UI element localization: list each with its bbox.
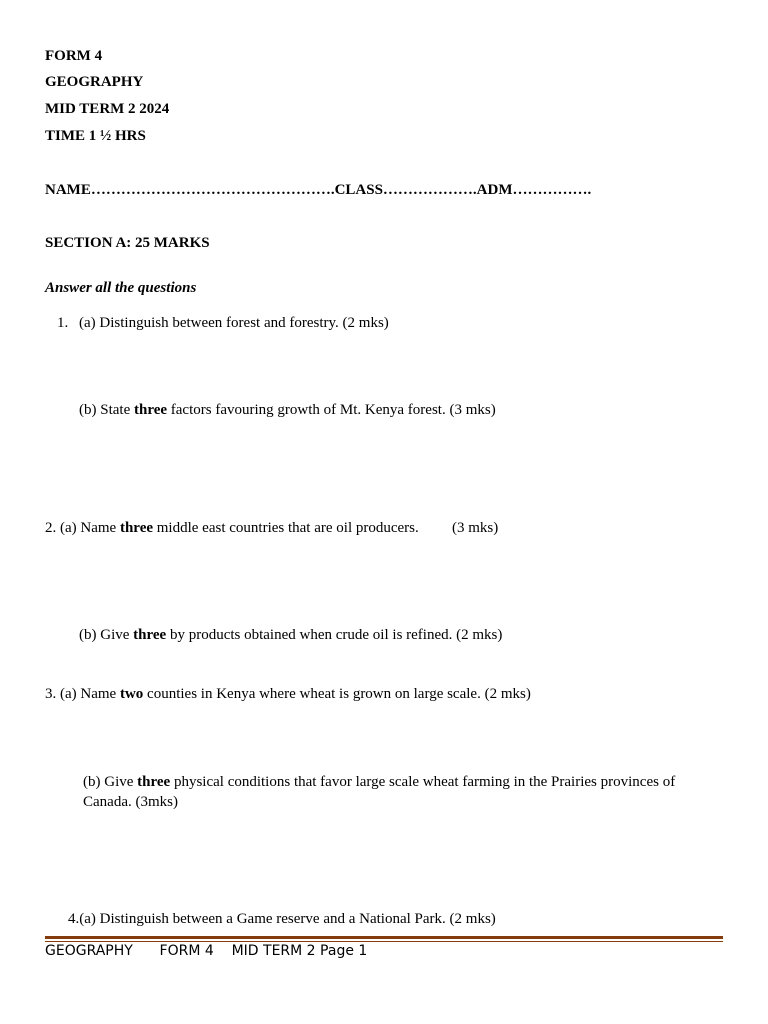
page-footer	[45, 942, 367, 960]
question-2a-text: 2. (a) Name	[45, 520, 120, 536]
section-instruction: Answer all the questions	[45, 280, 197, 296]
question-1b-text-rest: factors favouring growth of Mt. Kenya forest. (3 mks)	[167, 402, 496, 418]
question-2b-text: (b) Give	[79, 627, 134, 643]
time-label: TIME 1 ½ HRS	[45, 128, 146, 144]
question-3a	[45, 685, 531, 703]
question-2a-text-rest: middle east countries that are oil producers.	[153, 520, 419, 536]
question-2b-text-rest: by products obtained when crude oil is refined. (2 mks)	[166, 627, 503, 643]
question-2a	[45, 519, 419, 537]
question-1a: (a) Distinguish between forest and forestry. (2 mks)	[79, 315, 389, 331]
question-3a-text-rest: counties in Kenya where wheat is grown on large scale. (2 mks)	[143, 686, 531, 702]
question-4a: 4.(a) Distinguish between a Game reserve and a National Park. (2 mks)	[68, 911, 496, 927]
question-1b-text: (b) State	[79, 402, 134, 418]
question-1-number: 1.	[57, 315, 69, 331]
question-3a-emphasis: two	[119, 686, 144, 702]
question-1b-emphasis: three	[133, 402, 168, 418]
question-3b-text: (b) Give	[83, 774, 138, 790]
question-3a-text: 3. (a) Name	[45, 686, 120, 702]
exam-label: MID TERM 2 2024	[45, 101, 170, 117]
form-label: FORM 4	[45, 48, 103, 64]
footer-page-number: Page 1	[320, 943, 368, 959]
subject-label: GEOGRAPHY	[45, 74, 144, 90]
footer-exam: MID TERM 2	[231, 943, 316, 959]
question-3b-text-rest: physical conditions that favor large scale wheat farming in the Prairies provinces of Canada. (3mks)	[83, 774, 676, 810]
question-2a-marks: (3 mks)	[452, 520, 499, 536]
question-1b	[79, 401, 496, 419]
footer-subject: GEOGRAPHY	[45, 943, 133, 959]
question-2b-emphasis: three	[133, 627, 167, 643]
question-2b	[79, 626, 502, 644]
question-2a-emphasis: three	[119, 520, 154, 536]
footer-form: FORM 4	[159, 943, 214, 959]
section-title: SECTION A: 25 MARKS	[45, 235, 210, 251]
footer-rule-thick	[45, 936, 723, 939]
candidate-details-line: NAME………………………………………….CLASS……………….ADM…………….	[45, 182, 592, 198]
question-3b-emphasis: three	[137, 774, 171, 790]
question-3b	[83, 772, 693, 812]
